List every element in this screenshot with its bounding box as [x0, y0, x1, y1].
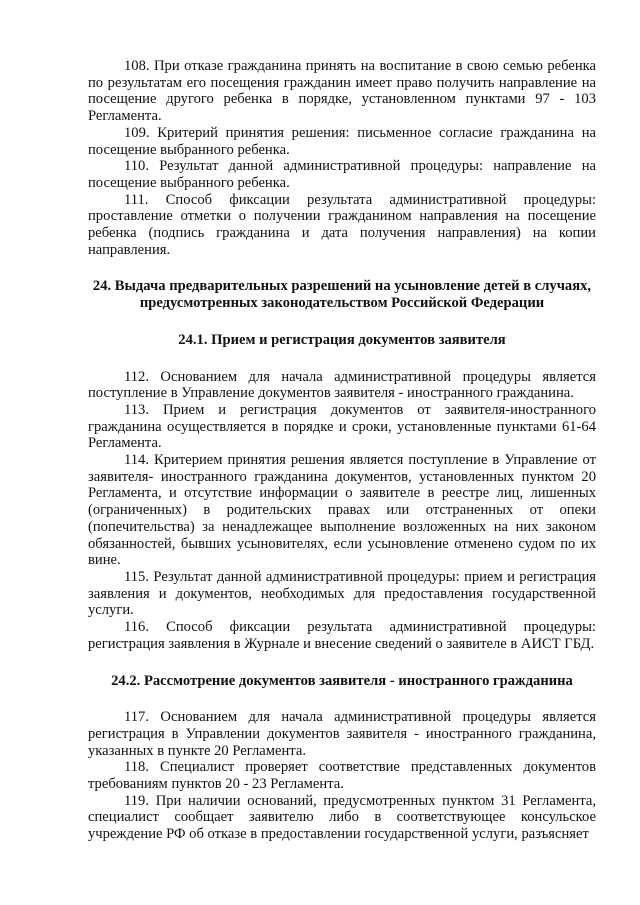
paragraph-114: 114. Критерием принятия решения является поступление в Управление от заявителя- иностранного гражданина документов, установленных пунктом 20 Регламента, и отсутствие информации о заявителе в реестре лиц, лишенных (ограниченных) в родительских правах или отстраненных от опеки (попечительства) за ненадлежащее выполнение возложенных на них законом обязанностей, бывших усыновителях, если усыновление отменено судом по их вине.: [88, 452, 596, 569]
paragraph-109: 109. Критерий принятия решения: письменное согласие гражданина на посещение выбранного ребенка.: [88, 124, 596, 158]
paragraph-110: 110. Результат данной административной процедуры: направление на посещение выбранного ребенка.: [88, 158, 596, 191]
section-24-heading: 24. Выдача предварительных разрешений на усыновление детей в случаях, предусмотренных законодательством Российской Федерации: [92, 278, 592, 312]
paragraph-111: 111. Способ фиксации результата административной процедуры: проставление отметки о получении гражданином направления на посещение ребенка (подпись гражданина и дата получения направления) на копии направления.: [88, 191, 596, 258]
subsection-24-2-heading: 24.2. Рассмотрение документов заявителя - иностранного гражданина: [111, 672, 573, 689]
paragraph-116: 116. Способ фиксации результата административной процедуры: регистрация заявления в Журнале и внесение сведений о заявителе в АИСТ ГБД.: [88, 619, 596, 652]
paragraph-112: 112. Основанием для начала административной процедуры является поступление в Управление документов заявителя - иностранного гражданина.: [88, 368, 596, 402]
paragraph-117: 117. Основанием для начала административной процедуры является регистрация в Управлении документов заявителя - иностранного гражданина, указанных в пункте 20 Регламента.: [88, 709, 596, 759]
paragraph-108: 108. При отказе гражданина принять на воспитание в свою семью ребенка по результатам его посещения гражданин имеет право получить направление на посещение другого ребенка в порядке, установленном пунктами 97 - 103 Регламента.: [88, 58, 596, 125]
document-page: [88, 58, 596, 843]
paragraph-113: 113. Прием и регистрация документов от заявителя-иностранного гражданина осуществляется в порядке и сроки, установленные пунктами 61-64 Регламента.: [88, 401, 596, 452]
subsection-24-1-heading: 24.1. Прием и регистрация документов заявителя: [178, 331, 506, 348]
paragraph-115: 115. Результат данной административной процедуры: прием и регистрация заявления и документов, необходимых для предоставления государственной услуги.: [88, 568, 596, 619]
paragraph-118: 118. Специалист проверяет соответствие представленных документов требованиям пунктов 20 - 23 Регламента.: [88, 759, 596, 793]
paragraph-119: 119. При наличии оснований, предусмотренных пунктом 31 Регламента, специалист сообщает заявителю либо в соответствующее консульское учреждение РФ об отказе в предоставлении государственной услуги, разъясняет: [88, 792, 596, 843]
